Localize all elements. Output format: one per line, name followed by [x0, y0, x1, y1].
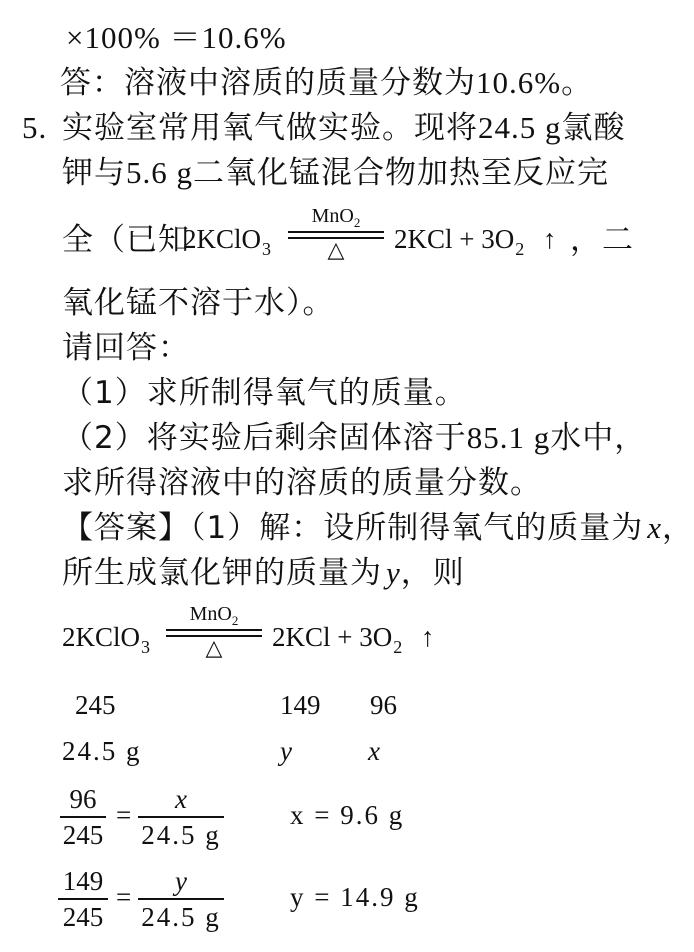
unknown-y: y: [280, 736, 292, 766]
a2-text: 所生成氯化钾的质量为: [62, 555, 382, 591]
rhs-subscript: 2: [393, 637, 403, 657]
question-line-3-start: 全（已知: [62, 222, 190, 258]
proportion-1-left: [60, 782, 106, 852]
sub-question-2-line-2: 求所得溶液中的溶质的质量分数。: [62, 465, 542, 501]
molar-mass-kclo3: 245: [75, 690, 116, 720]
q2-mass: 5.6 g: [126, 155, 193, 190]
catalyst-text: MnO: [311, 205, 354, 227]
catalyst-sub: 2: [231, 613, 239, 628]
question-line-5: 请回答：: [62, 330, 190, 366]
proportion-1-right: [138, 782, 224, 852]
unknown-x: x: [368, 736, 380, 766]
q1-text: 实验室常用氧气做实验。现将: [62, 110, 478, 146]
numerator: x: [175, 784, 187, 814]
answer-line-1: [62, 508, 694, 548]
a1-comma: ，: [662, 510, 694, 546]
sub-question-2-line-1: [62, 418, 646, 458]
lhs-subscript: 3: [141, 637, 151, 657]
result-x: x = 9.6 g: [290, 800, 405, 830]
a1-text: 【答案】（1）解：设所制得氧气的质量为: [62, 510, 644, 546]
denominator: 245: [58, 898, 108, 934]
q7-mass: 85.1 g: [466, 420, 551, 455]
reaction-rhs-2: [272, 622, 435, 657]
reaction-condition-2: [166, 603, 262, 663]
a2-var: y: [386, 555, 401, 590]
a1-var: x: [647, 510, 662, 545]
sub-question-1: （1）求所制得氧气的质量。: [62, 375, 467, 411]
question-line-2: [62, 153, 609, 193]
q7-text-end: 水中，: [550, 420, 647, 456]
answer-line-2: [62, 553, 465, 593]
a2-text-end: ，则: [400, 555, 465, 591]
denominator: 24.5 g: [138, 898, 224, 934]
reaction-condition-1: [288, 205, 384, 265]
heat-symbol: △: [205, 636, 223, 661]
reaction-lhs-1: [183, 224, 272, 259]
question-number: 5.: [22, 110, 48, 145]
answer-period: 。: [561, 65, 594, 101]
answer-text: 答：溶液中溶质的质量分数为: [60, 65, 476, 101]
heat-symbol: △: [327, 238, 345, 263]
equals-bar-top: [166, 629, 262, 631]
question-line-1: [62, 108, 626, 148]
q2-text: 钾与: [62, 155, 126, 191]
molar-mass-kcl: 149: [280, 690, 321, 720]
given-mass: 24.5 g: [62, 736, 142, 766]
rhs-subscript: 2: [515, 239, 525, 259]
q1-mass: 24.5 g: [478, 110, 562, 145]
proportion-2-right: [138, 864, 224, 934]
reaction-rhs-1: [394, 224, 557, 259]
lhs-formula: 2KClO: [62, 622, 141, 652]
catalyst: [166, 603, 262, 627]
catalyst-text: MnO: [189, 603, 232, 625]
gas-arrow-icon: ↑: [420, 622, 435, 652]
numerator: 96: [69, 784, 97, 814]
reaction-lhs-2: [62, 622, 151, 657]
denominator: 245: [60, 816, 106, 852]
rhs-formula: 2KCl + 3O: [394, 224, 515, 254]
question-line-4: 氧化锰不溶于水）。: [62, 285, 335, 321]
answer-value: 10.6%: [476, 65, 562, 100]
proportion-2-equals: =: [116, 882, 132, 912]
proportion-2-left: [58, 864, 108, 934]
q1-text-end: 氯酸: [561, 110, 626, 146]
calc-line-percent: ×100% ＝10.6%: [66, 20, 287, 55]
denominator: 24.5 g: [138, 816, 224, 852]
q2-text-end: 二氧化锰混合物加热至反应完: [193, 155, 609, 191]
answer-line-concentration: [60, 63, 593, 103]
result-y: y = 14.9 g: [290, 882, 420, 912]
catalyst-sub: 2: [353, 215, 361, 230]
question-line-3-end: ，二: [570, 222, 634, 258]
lhs-formula: 2KClO: [183, 224, 262, 254]
numerator: y: [175, 866, 187, 896]
proportion-1-equals: =: [116, 800, 132, 830]
gas-arrow-icon: ↑: [542, 224, 557, 254]
catalyst: [288, 205, 384, 229]
molar-mass-o2: 96: [370, 690, 397, 720]
rhs-formula: 2KCl + 3O: [272, 622, 393, 652]
numerator: 149: [62, 866, 104, 896]
q7-text: （2）将实验后剩余固体溶于: [62, 420, 467, 456]
equals-bar-top: [288, 231, 384, 233]
lhs-subscript: 3: [262, 239, 272, 259]
